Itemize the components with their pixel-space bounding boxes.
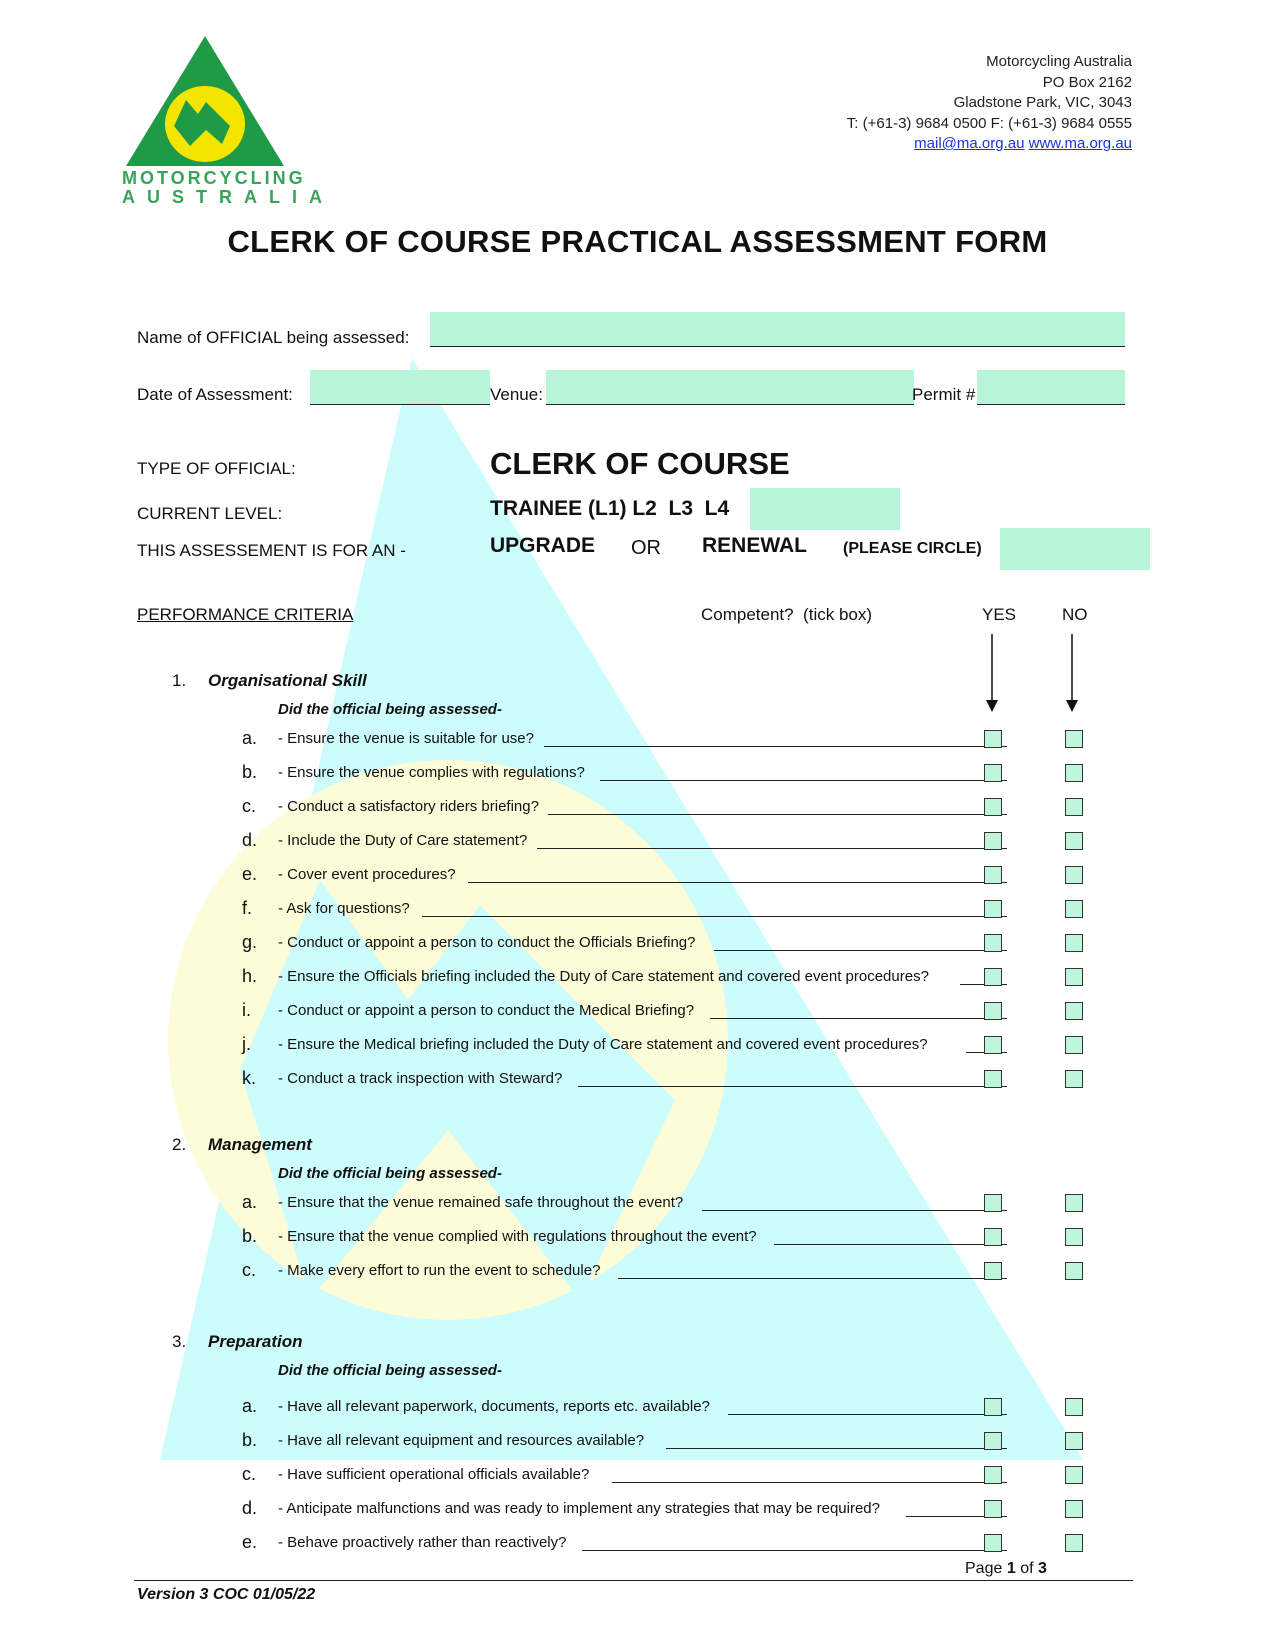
item-question: - Ensure the venue is suitable for use? — [278, 730, 534, 747]
no-checkbox[interactable] — [1065, 1534, 1083, 1552]
date-field[interactable] — [310, 370, 490, 405]
item-question: - Ensure the Medical briefing included the Duty of Care statement and covered event procedures? — [278, 1036, 928, 1053]
item-letter: k. — [242, 1068, 257, 1088]
no-checkbox[interactable] — [1065, 1036, 1083, 1054]
name-label: Name of OFFICIAL being assessed: — [137, 328, 410, 347]
table-row — [242, 1260, 1007, 1284]
yes-checkbox[interactable] — [984, 730, 1002, 748]
item-letter: e. — [242, 864, 258, 884]
yes-checkbox[interactable] — [984, 1262, 1002, 1280]
address-org: Motorcycling Australia — [986, 53, 1132, 70]
section-number: 3. — [172, 1332, 187, 1351]
section-title: Preparation — [208, 1332, 303, 1351]
table-row — [242, 728, 1007, 752]
item-letter: i. — [242, 1000, 251, 1020]
circle-note: (PLEASE CIRCLE) — [843, 540, 982, 557]
no-header: NO — [1062, 605, 1088, 624]
table-row — [242, 1464, 1007, 1488]
type-label: TYPE OF OFFICIAL: — [137, 459, 296, 478]
item-question: - Cover event procedures? — [278, 866, 456, 883]
item-question: - Ensure that the venue remained safe throughout the event? — [278, 1194, 684, 1211]
table-row — [242, 966, 1007, 990]
table-row — [242, 796, 1007, 820]
yes-checkbox[interactable] — [984, 764, 1002, 782]
table-row — [242, 1396, 1007, 1420]
date-label: Date of Assessment: — [137, 385, 293, 404]
no-checkbox[interactable] — [1065, 730, 1083, 748]
footer-divider — [134, 1580, 1133, 1581]
venue-field[interactable] — [546, 370, 914, 405]
no-checkbox[interactable] — [1065, 798, 1083, 816]
yes-checkbox[interactable] — [984, 1036, 1002, 1054]
item-letter: g. — [242, 932, 258, 952]
yes-header: YES — [982, 605, 1017, 624]
yes-checkbox[interactable] — [984, 1432, 1002, 1450]
logo-line1: MOTORCYCLING — [122, 168, 306, 188]
item-letter: c. — [242, 796, 257, 816]
no-checkbox[interactable] — [1065, 1070, 1083, 1088]
section-subtitle: Did the official being assessed- — [278, 1362, 502, 1379]
version-label: Version 3 COC 01/05/22 — [137, 1586, 316, 1603]
section-number: 2. — [172, 1135, 187, 1154]
yes-checkbox[interactable] — [984, 1466, 1002, 1484]
criteria-heading: PERFORMANCE CRITERIA — [137, 605, 354, 624]
yes-checkbox[interactable] — [984, 1500, 1002, 1518]
section-title: Organisational Skill — [208, 671, 367, 690]
item-letter: b. — [242, 1226, 258, 1246]
page-word: Page — [965, 1560, 1003, 1577]
item-letter: a. — [242, 728, 258, 748]
table-row — [242, 830, 1007, 854]
assessment-field[interactable] — [1000, 528, 1150, 570]
section-title: Management — [208, 1135, 312, 1154]
no-checkbox[interactable] — [1065, 1262, 1083, 1280]
item-question: - Ask for questions? — [278, 900, 410, 917]
no-checkbox[interactable] — [1065, 1466, 1083, 1484]
item-question: - Conduct or appoint a person to conduct the Medical Briefing? — [278, 1002, 695, 1019]
yes-checkbox[interactable] — [984, 866, 1002, 884]
no-checkbox[interactable] — [1065, 1194, 1083, 1212]
level-label: CURRENT LEVEL: — [137, 504, 283, 523]
no-checkbox[interactable] — [1065, 1432, 1083, 1450]
item-letter: f. — [242, 898, 253, 918]
address-block — [847, 52, 1132, 155]
yes-checkbox[interactable] — [984, 798, 1002, 816]
no-checkbox[interactable] — [1065, 1228, 1083, 1246]
table-row — [242, 1192, 1007, 1216]
renewal-option[interactable]: RENEWAL — [702, 534, 807, 557]
yes-checkbox[interactable] — [984, 1534, 1002, 1552]
address-phone: T: (+61-3) 9684 0500 F: (+61-3) 9684 0555 — [846, 114, 1132, 132]
assess-label: THIS ASSESSEMENT IS FOR AN - — [137, 541, 406, 560]
no-checkbox[interactable] — [1065, 1398, 1083, 1416]
table-row — [242, 1068, 1007, 1092]
level-value: TRAINEE (L1) L2 L3 L4 — [490, 497, 730, 520]
no-arrow-icon — [1064, 634, 1080, 714]
web-link[interactable]: www.ma.org.au — [1028, 135, 1132, 152]
yes-checkbox[interactable] — [984, 1002, 1002, 1020]
yes-checkbox[interactable] — [984, 832, 1002, 850]
item-letter: h. — [242, 966, 258, 986]
name-field[interactable] — [430, 312, 1125, 347]
table-row — [242, 864, 1007, 888]
item-question: - Ensure that the venue complied with regulations throughout the event? — [278, 1228, 757, 1245]
permit-label: Permit # — [912, 385, 976, 404]
table-row — [242, 762, 1007, 786]
or-text: OR — [631, 537, 661, 559]
item-question: - Have sufficient operational officials available? — [278, 1466, 590, 1483]
item-letter: d. — [242, 830, 258, 850]
item-letter: c. — [242, 1260, 257, 1280]
table-row — [242, 1034, 1007, 1058]
item-question: - Conduct a satisfactory riders briefing? — [278, 798, 539, 815]
table-row — [242, 1498, 1007, 1522]
no-checkbox[interactable] — [1065, 832, 1083, 850]
item-letter: c. — [242, 1464, 257, 1484]
table-row — [242, 898, 1007, 922]
table-row — [242, 1532, 1007, 1556]
item-question: - Conduct or appoint a person to conduct the Officials Briefing? — [278, 934, 696, 951]
no-checkbox[interactable] — [1065, 866, 1083, 884]
no-checkbox[interactable] — [1065, 764, 1083, 782]
item-letter: b. — [242, 762, 258, 782]
item-question: - Conduct a track inspection with Steward? — [278, 1070, 563, 1087]
address-po: PO Box 2162 — [1042, 73, 1132, 91]
page-number — [965, 1560, 1047, 1578]
item-letter: a. — [242, 1192, 258, 1212]
table-row — [242, 1000, 1007, 1024]
yes-checkbox[interactable] — [984, 934, 1002, 952]
item-letter: b. — [242, 1430, 258, 1450]
table-row — [242, 1226, 1007, 1250]
yes-checkbox[interactable] — [984, 1070, 1002, 1088]
item-question: - Behave proactively rather than reactively? — [278, 1534, 567, 1551]
email-link[interactable]: mail@ma.org.au — [914, 135, 1025, 152]
of-word: of — [1020, 1560, 1034, 1577]
competent-label: Competent? (tick box) — [701, 605, 873, 624]
yes-checkbox[interactable] — [984, 1398, 1002, 1416]
no-checkbox[interactable] — [1065, 1002, 1083, 1020]
item-question: - Anticipate malfunctions and was ready to implement any strategies that may be required? — [278, 1500, 880, 1517]
no-checkbox[interactable] — [1065, 1500, 1083, 1518]
item-letter: j. — [242, 1034, 251, 1054]
no-checkbox[interactable] — [1065, 934, 1083, 952]
page-total: 3 — [1037, 1560, 1047, 1577]
item-letter: e. — [242, 1532, 258, 1552]
no-checkbox[interactable] — [1065, 900, 1083, 918]
item-question: - Have all relevant equipment and resources available? — [278, 1432, 645, 1449]
yes-checkbox[interactable] — [984, 1228, 1002, 1246]
item-question: - Ensure the Officials briefing included the Duty of Care statement and covered event procedures? — [278, 968, 929, 985]
permit-field[interactable] — [977, 370, 1125, 405]
page-title: CLERK OF COURSE PRACTICAL ASSESSMENT FORM — [227, 224, 1048, 259]
yes-checkbox[interactable] — [984, 968, 1002, 986]
table-row — [242, 1430, 1007, 1454]
item-letter: a. — [242, 1396, 258, 1416]
section-subtitle: Did the official being assessed- — [278, 701, 502, 718]
item-question: - Ensure the venue complies with regulations? — [278, 764, 585, 781]
section-subtitle: Did the official being assessed- — [278, 1165, 502, 1182]
type-value: CLERK OF COURSE — [490, 446, 790, 481]
section-number: 1. — [172, 671, 187, 690]
no-checkbox[interactable] — [1065, 968, 1083, 986]
logo-line2: AUSTRALIA — [122, 187, 334, 207]
page-current: 1 — [1006, 1560, 1016, 1577]
venue-label: Venue: — [490, 385, 543, 404]
table-row — [242, 932, 1007, 956]
level-field[interactable] — [750, 488, 900, 530]
yes-arrow-icon — [984, 634, 1000, 714]
address-city: Gladstone Park, VIC, 3043 — [953, 94, 1132, 111]
item-letter: d. — [242, 1498, 258, 1518]
upgrade-option[interactable]: UPGRADE — [490, 534, 596, 557]
item-question: - Make every effort to run the event to schedule? — [278, 1262, 601, 1279]
item-question: - Have all relevant paperwork, documents, reports etc. available? — [278, 1398, 710, 1415]
item-question: - Include the Duty of Care statement? — [278, 832, 528, 849]
yes-checkbox[interactable] — [984, 1194, 1002, 1212]
yes-checkbox[interactable] — [984, 900, 1002, 918]
